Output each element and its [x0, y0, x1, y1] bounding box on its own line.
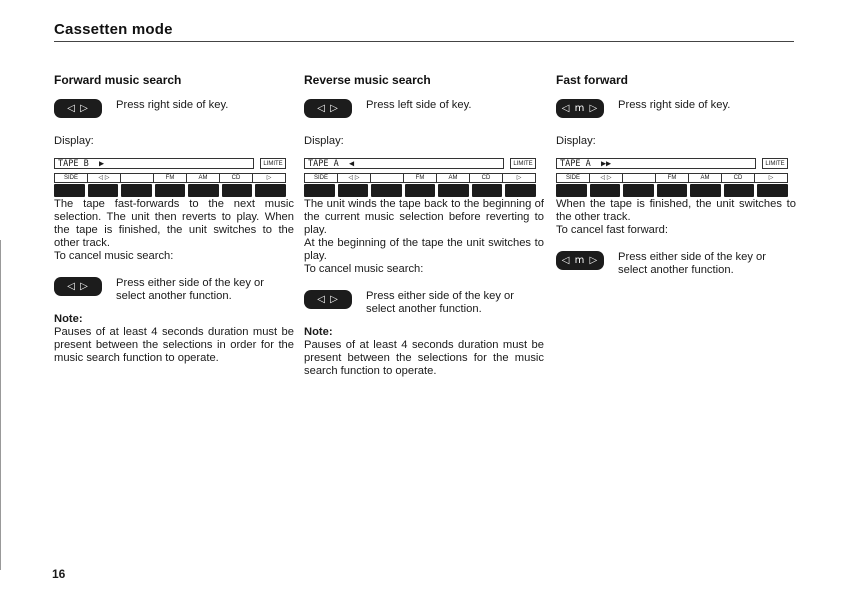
display-button	[88, 184, 119, 197]
display-buttons	[556, 184, 788, 197]
softkey-label: CD	[722, 174, 755, 182]
body-text: The unit winds the tape back to the beginning of the current music selection before reverting to play.	[304, 198, 544, 236]
seek-key-icon: ◁ ▷	[304, 99, 352, 118]
cancel-instruction-text: Press either side of the key or select another function.	[366, 290, 514, 315]
softkey-label	[623, 174, 656, 182]
softkey-label: ▷	[266, 175, 272, 181]
softkey-label: CD	[470, 174, 503, 182]
softkey-label: ◁ ▷	[338, 174, 371, 182]
key-instruction	[304, 99, 544, 129]
display-button	[121, 184, 152, 197]
softkey-label: SIDE	[557, 174, 590, 182]
seek-key-icon: ◁ ▷	[304, 290, 352, 309]
radio-display	[304, 158, 538, 198]
section-heading: Reverse music search	[304, 73, 431, 87]
cancel-instruction-text: Press either side of the key or select another function.	[116, 277, 264, 302]
note-text: Pauses of at least 4 seconds duration must be present between the selections in order for the music search function to operate.	[54, 326, 294, 364]
fast-forward-key-icon: ◁ m ▷	[556, 99, 604, 118]
note-heading: Note:	[54, 313, 83, 325]
display-button	[405, 184, 436, 197]
display-label: Display:	[304, 135, 344, 147]
radio-display	[556, 158, 790, 198]
softkey-label: CD	[220, 174, 253, 182]
lcd-softkeys	[304, 173, 536, 183]
title-rule	[54, 41, 794, 42]
key-instruction-text: Press right side of key.	[618, 99, 731, 111]
softkey-label: SIDE	[305, 174, 338, 182]
display-button	[438, 184, 469, 197]
key-instruction	[556, 99, 796, 129]
display-button	[371, 184, 402, 197]
softkey-label: ◁ ▷	[590, 174, 623, 182]
display-button	[556, 184, 587, 197]
softkey-label	[121, 174, 154, 182]
page-edge-line	[0, 240, 1, 570]
cancel-instruction-text: Press either side of the key or select another function.	[618, 251, 766, 276]
section-fast-forward	[556, 74, 796, 287]
display-button	[188, 184, 219, 197]
key-instruction-text: Press right side of key.	[116, 99, 229, 111]
display-button	[155, 184, 186, 197]
radio-display	[54, 158, 288, 198]
softkey-label: AM	[187, 174, 220, 182]
display-button	[724, 184, 755, 197]
lcd-softkeys	[54, 173, 286, 183]
lcd-softkeys	[556, 173, 788, 183]
lcd-status: TAPE A ▶▶	[556, 158, 756, 169]
lcd-status: TAPE B ▶	[54, 158, 254, 169]
cancel-label: To cancel fast forward:	[556, 224, 668, 236]
display-button	[657, 184, 688, 197]
softkey-label: ▷	[768, 175, 774, 181]
display-button	[222, 184, 253, 197]
lcd-limit: LIMITE	[510, 158, 536, 169]
cancel-instruction	[556, 251, 796, 287]
key-instruction-text: Press left side of key.	[366, 99, 472, 111]
display-buttons	[54, 184, 286, 197]
display-button	[623, 184, 654, 197]
display-button	[338, 184, 369, 197]
cancel-instruction	[304, 290, 544, 326]
section-reverse-music-search	[304, 74, 544, 378]
softkey-label: FM	[656, 174, 689, 182]
body-text: At the beginning of the tape the unit switches to play.	[304, 237, 544, 262]
softkey-label: ▷	[516, 175, 522, 181]
softkey-label	[371, 174, 404, 182]
softkey-label: FM	[404, 174, 437, 182]
softkey-label: ◁ ▷	[88, 174, 121, 182]
display-button	[54, 184, 85, 197]
display-label: Display:	[556, 135, 596, 147]
section-forward-music-search	[54, 74, 294, 365]
display-button	[757, 184, 788, 197]
lcd-limit: LIMITE	[762, 158, 788, 169]
body-text: When the tape is finished, the unit switches to the other track.	[556, 198, 796, 223]
key-instruction	[54, 99, 294, 129]
section-heading: Fast forward	[556, 73, 629, 87]
display-button	[304, 184, 335, 197]
seek-key-icon: ◁ ▷	[54, 277, 102, 296]
page-title: Cassetten mode	[54, 21, 173, 38]
display-button	[472, 184, 503, 197]
fast-forward-key-icon: ◁ m ▷	[556, 251, 604, 270]
display-button	[505, 184, 536, 197]
softkey-label: SIDE	[55, 174, 88, 182]
note-text: Pauses of at least 4 seconds duration must be present between the selections for the music search function to operate.	[304, 339, 544, 377]
lcd-limit: LIMITE	[260, 158, 286, 169]
softkey-label: AM	[437, 174, 470, 182]
softkey-label: AM	[689, 174, 722, 182]
display-label: Display:	[54, 135, 94, 147]
section-heading: Forward music search	[54, 73, 182, 87]
display-buttons	[304, 184, 536, 197]
cancel-label: To cancel music search:	[304, 263, 424, 275]
note-heading: Note:	[304, 326, 333, 338]
seek-key-icon: ◁ ▷	[54, 99, 102, 118]
display-button	[690, 184, 721, 197]
display-button	[255, 184, 286, 197]
body-text: The tape fast-forwards to the next music selection. The unit then reverts to play. When the tape is finished, the unit switches to the other track.	[54, 198, 294, 249]
cancel-label: To cancel music search:	[54, 250, 174, 262]
softkey-label: FM	[154, 174, 187, 182]
cancel-instruction	[54, 277, 294, 313]
lcd-status: TAPE A ◀	[304, 158, 504, 169]
display-button	[590, 184, 621, 197]
page-number: 16	[52, 567, 66, 581]
